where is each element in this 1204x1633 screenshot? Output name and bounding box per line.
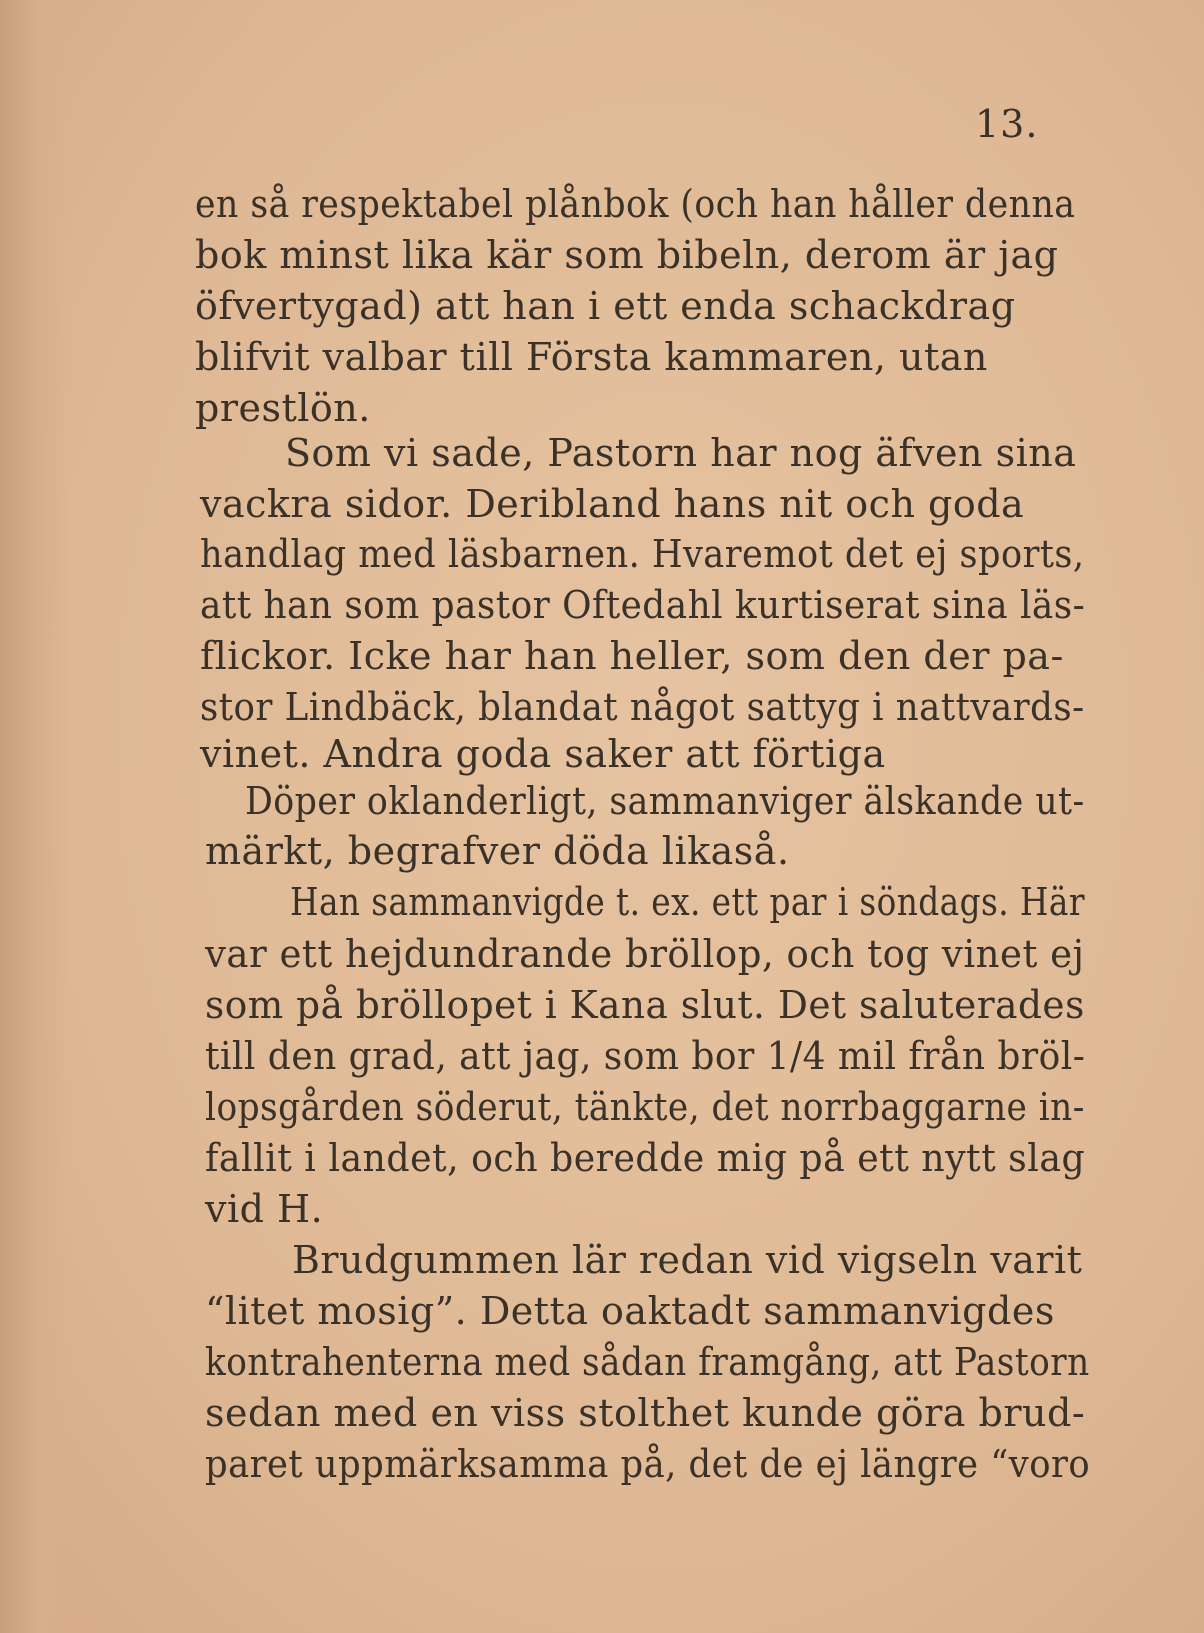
text-line: handlag med läsbarnen. Hvaremot det ej sports, xyxy=(200,532,1085,576)
text-line: fallit i landet, och beredde mig på ett nytt slag xyxy=(205,1136,1086,1180)
text-line: Döper oklanderligt, sammanviger älskande ut- xyxy=(245,779,1085,823)
text-line: vackra sidor. Deribland hans nit och goda xyxy=(200,482,1025,526)
text-line: att han som pastor Oftedahl kurtiserat sina läs- xyxy=(200,583,1086,627)
text-line: till den grad, att jag, som bor 1/4 mil från bröl- xyxy=(205,1034,1086,1078)
text-line: vinet. Andra goda saker att förtiga xyxy=(200,732,886,776)
text-line: prestlön. xyxy=(195,386,371,430)
text-line: paret uppmärksamma på, det de ej längre “voro xyxy=(205,1442,1091,1486)
text-line: Som vi sade, Pastorn har nog äfven sina xyxy=(285,431,1077,475)
text-line: flickor. Icke har han heller, som den der pa- xyxy=(200,634,1064,678)
text-line: bok minst lika kär som bibeln, derom är jag xyxy=(195,233,1059,277)
text-line: lopsgården söderut, tänkte, det norrbaggarne in- xyxy=(205,1085,1085,1129)
text-line: öfvertygad) att han i ett enda schackdrag xyxy=(195,284,1016,328)
text-line: Han sammanvigde t. ex. ett par i söndags. Här xyxy=(290,880,1085,924)
text-line: som på bröllopet i Kana slut. Det saluterades xyxy=(205,983,1085,1027)
text-line: sedan med en viss stolthet kunde göra brud- xyxy=(205,1391,1086,1435)
text-line: blifvit valbar till Första kammaren, utan xyxy=(195,335,988,379)
text-line: Brudgummen lär redan vid vigseln varit xyxy=(292,1238,1083,1282)
text-line: vid H. xyxy=(205,1187,324,1231)
text-line: en så respektabel plånbok (och han håller denna xyxy=(195,182,1076,226)
page-number: 13. xyxy=(975,102,1039,146)
text-line: “litet mosig”. Detta oaktadt sammanvigdes xyxy=(205,1289,1055,1333)
text-line: kontrahenterna med sådan framgång, att Pastorn xyxy=(205,1340,1090,1384)
text-line: stor Lindbäck, blandat något sattyg i nattvards- xyxy=(200,685,1085,729)
text-line: var ett hejdundrande bröllop, och tog vinet ej xyxy=(205,932,1085,976)
text-line: märkt, begrafver döda likaså. xyxy=(205,829,790,873)
